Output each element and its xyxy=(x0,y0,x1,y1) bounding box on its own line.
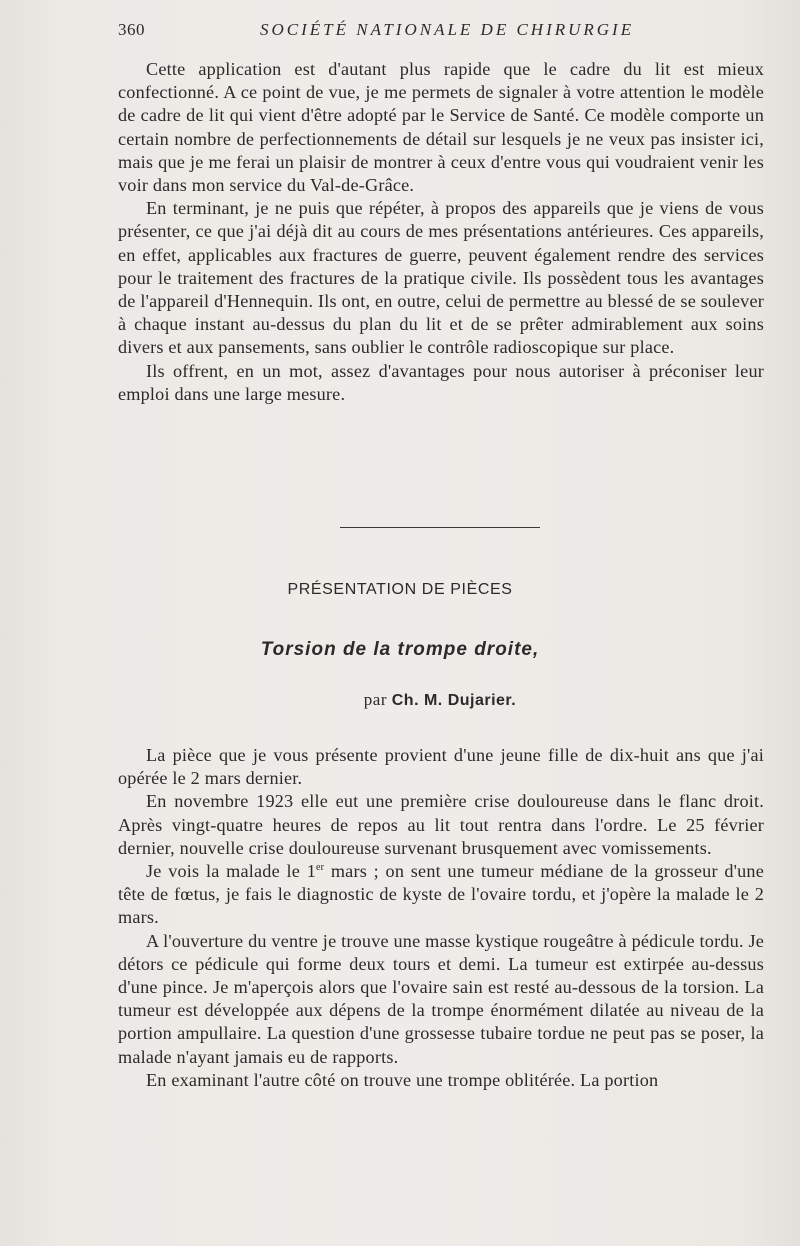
paragraph: A l'ouverture du ventre je trouve une masse kystique rougeâtre à pédicule tordu. Je détors ce pédicule qui forme deux tours et demi. La tumeur est extirpée au-dessus d'une pince. Je m'aperçois alors que l'ovaire sain est resté au-dessous de la torsion. La tumeur est développée aux dépens de la trompe énormément dilatée au niveau de la portion ampullaire. La question d'une grossesse tubaire tordue ne peut pas se poser, la malade n'ayant jamais eu de rapports. xyxy=(118,930,764,1067)
intro-text-block xyxy=(118,58,764,406)
byline-prefix: par xyxy=(363,690,387,709)
ordinal-superscript: er xyxy=(316,861,325,873)
paragraph: Ils offrent, en un mot, assez d'avantages pour nous autoriser à préconiser leur emploi dans une large mesure. xyxy=(118,360,764,404)
paragraph: La pièce que je vous présente provient d'une jeune fille de dix-huit ans que j'ai opérée le 2 mars dernier. xyxy=(118,745,764,789)
running-header xyxy=(118,20,768,42)
paragraph: Cette application est d'autant plus rapide que le cadre du lit est mieux confectionné. A ce point de vue, je me permets de signaler à votre attention le modèle de cadre de lit qui vient d'être adopté par le Service de Santé. Ce modèle comporte un certain nombre de perfectionnements de détail sur lesquels je ne veux pas insister ici, mais que je me ferai un plaisir de montrer à ceux d'entre vous qui voudraient venir les voir dans mon service du Val-de-Grâce. xyxy=(118,59,764,196)
paragraph: En terminant, je ne puis que répéter, à propos des appareils que je viens de vous présenter, ce que j'ai déjà dit au cours de mes présentations antérieures. Ces appareils, en effet, applicables aux fractures de guerre, peuvent également rendre des services pour le traitement des fractures de la pratique civile. Ils possèdent tous les avantages de l'appareil d'Hennequin. Ils ont, en outre, celui de permettre au blessé de se soulever à chaque instant au-dessus du plan du lit et de se prêter admirablement aux soins divers et aux pansements, sans oublier le contrôle radioscopique sur place. xyxy=(118,198,764,358)
byline xyxy=(0,690,800,710)
running-title: SOCIÉTÉ NATIONALE DE CHIRURGIE xyxy=(260,20,635,39)
paragraph-text: Je vois la malade le 1 xyxy=(146,861,316,882)
paragraph: En examinant l'autre côté on trouve une trompe oblitérée. La portion xyxy=(146,1069,659,1090)
paragraph: En novembre 1923 elle eut une première crise douloureuse dans le flanc droit. Après vingt-quatre heures de repos au lit tout rentra dans l'ordre. Le 25 février dernier, nouvelle crise douloureuse survenant brusquement avec vomissements. xyxy=(118,791,764,858)
page-number: 360 xyxy=(118,20,145,39)
paragraph-text: mars ; on sent une tumeur médiane de la grosseur d'une tête de fœtus, je fais le diagnostic de kyste de l'ovaire tordu, et j'opère la malade le 2 mars. xyxy=(118,861,764,928)
author-name: Ch. M. Dujarier. xyxy=(391,692,517,709)
section-divider xyxy=(340,527,540,528)
section-heading: PRÉSENTATION DE PIÈCES xyxy=(287,581,513,598)
article-title: Torsion de la trompe droite, xyxy=(260,639,540,660)
paragraph xyxy=(118,860,764,930)
article-text-block xyxy=(118,744,764,1092)
